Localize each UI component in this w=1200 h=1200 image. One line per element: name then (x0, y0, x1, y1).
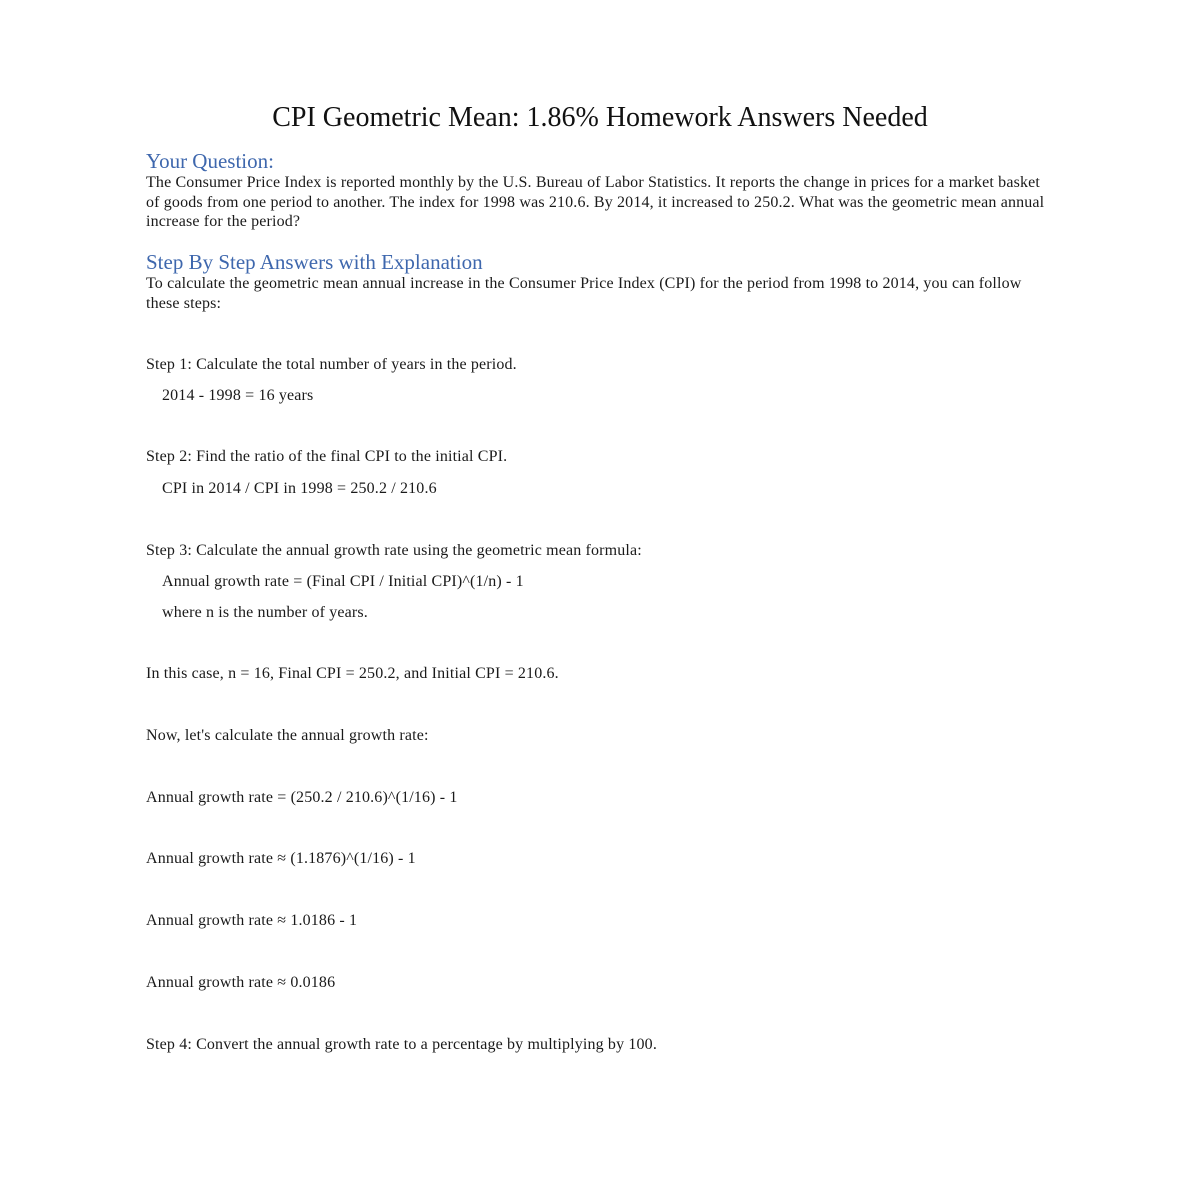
step-3: Step 3: Calculate the annual growth rate using the geometric mean formula: (146, 542, 642, 559)
question-heading: Your Question: (146, 149, 274, 173)
step-3-where: where n is the number of years. (162, 604, 368, 621)
step-1-calculation: 2014 - 1998 = 16 years (162, 387, 314, 404)
step-2: Step 2: Find the ratio of the final CPI to the initial CPI. (146, 448, 508, 465)
case-values: In this case, n = 16, Final CPI = 250.2, and Initial CPI = 210.6. (146, 665, 559, 682)
answer-heading: Step By Step Answers with Explanation (146, 250, 483, 274)
calculation-line-3: Annual growth rate ≈ 1.0186 - 1 (146, 912, 358, 929)
calculation-line-1: Annual growth rate = (250.2 / 210.6)^(1/16) - 1 (146, 789, 458, 806)
step-3-formula: Annual growth rate = (Final CPI / Initial CPI)^(1/n) - 1 (162, 573, 524, 590)
question-text: The Consumer Price Index is reported monthly by the U.S. Bureau of Labor Statistics. It reports the change in prices for a market basket of goods from one period to another. The index for 1998 was 210.6. By 2014, it increased to 250.2. What was the geometric mean annual increase for the period? (146, 174, 1045, 231)
step-2-calculation: CPI in 2014 / CPI in 1998 = 250.2 / 210.6 (162, 480, 437, 497)
calculation-line-2: Annual growth rate ≈ (1.1876)^(1/16) - 1 (146, 850, 416, 867)
answer-intro: To calculate the geometric mean annual increase in the Consumer Price Index (CPI) for the period from 1998 to 2014, you can follow these steps: (146, 275, 1022, 312)
step-4: Step 4: Convert the annual growth rate to a percentage by multiplying by 100. (146, 1036, 657, 1053)
now-calculate: Now, let's calculate the annual growth rate: (146, 727, 429, 744)
calculation-line-4: Annual growth rate ≈ 0.0186 (146, 974, 336, 991)
page-title: CPI Geometric Mean: 1.86% Homework Answers Needed (272, 102, 928, 133)
step-1: Step 1: Calculate the total number of years in the period. (146, 356, 517, 373)
